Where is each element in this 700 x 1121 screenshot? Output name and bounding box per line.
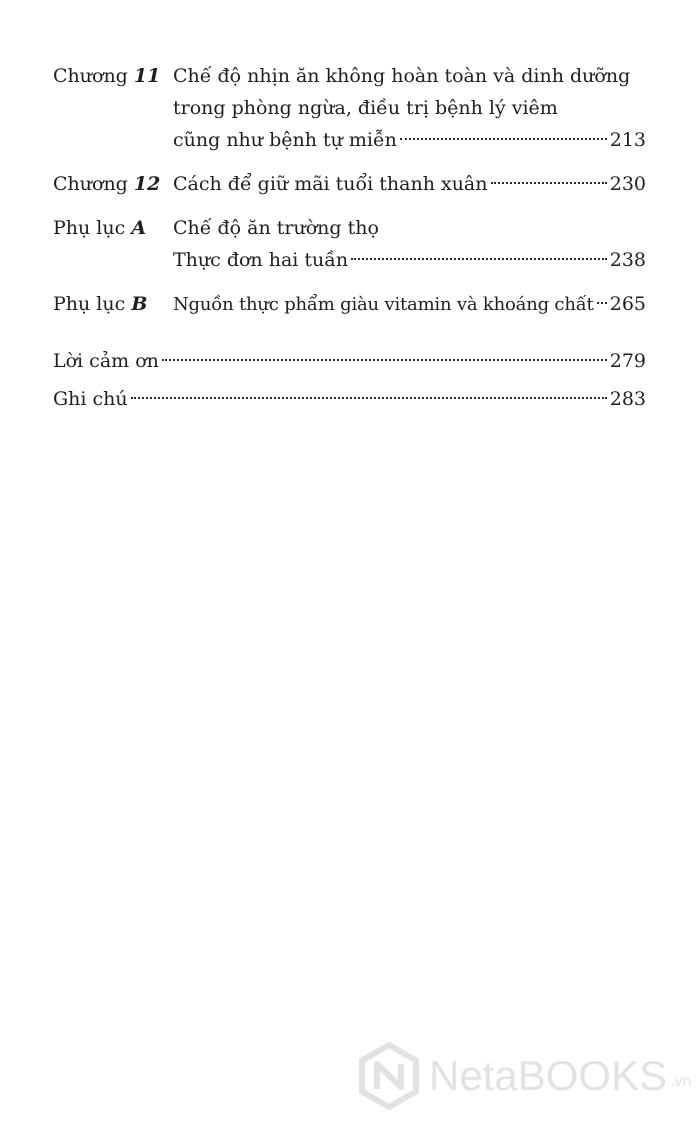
label-word: Chương — [53, 65, 128, 87]
title-text: Cách để giữ mãi tuổi thanh xuân — [173, 173, 488, 195]
netabooks-logo-icon — [355, 1042, 423, 1110]
page-number: 238 — [609, 249, 646, 271]
title-line-last — [173, 288, 646, 321]
title-text: Ghi chú — [53, 388, 128, 410]
entry-label — [53, 60, 173, 92]
watermark-suffix: .vn — [670, 1073, 692, 1090]
page-number: 265 — [609, 293, 646, 315]
dot-leader — [491, 182, 607, 184]
title-line-last — [173, 168, 646, 200]
title-text: trong phòng ngừa, điều trị bệnh lý viêm — [173, 97, 558, 119]
title-text: Thực đơn hai tuần — [173, 249, 349, 271]
entry-title — [173, 288, 646, 321]
label-word: Phụ lục — [53, 293, 126, 315]
toc-entry-acknowledgements[interactable] — [53, 345, 646, 377]
title-text: Chế độ ăn trường thọ — [173, 217, 379, 239]
entry-title — [173, 168, 646, 200]
table-of-contents — [53, 60, 646, 415]
label-word: Chương — [53, 173, 128, 195]
page-number: 213 — [609, 129, 646, 151]
title-line-last — [173, 244, 646, 276]
title-text: cũng như bệnh tự miễn — [173, 129, 397, 151]
entry-label — [53, 288, 173, 320]
entry-label — [53, 212, 173, 244]
netabooks-watermark — [355, 1038, 695, 1113]
title-line — [173, 92, 646, 124]
toc-entry-chapter-12[interactable] — [53, 168, 646, 200]
entry-title — [53, 345, 646, 377]
dot-leader — [162, 359, 607, 361]
entry-label — [53, 168, 173, 200]
entry-title — [173, 212, 646, 276]
title-line-last — [173, 124, 646, 156]
title-line-last — [53, 383, 646, 415]
dot-leader — [597, 302, 607, 304]
entry-title — [53, 383, 646, 415]
label-number: B — [131, 293, 148, 315]
watermark-brand: NetaBOOKS — [429, 1051, 668, 1099]
toc-entry-appendix-a[interactable] — [53, 212, 646, 276]
title-text: Chế độ nhịn ăn không hoàn toàn và dinh dưỡng — [173, 65, 631, 87]
title-line-last — [53, 345, 646, 377]
page-number: 230 — [609, 173, 646, 195]
dot-leader — [400, 138, 607, 140]
title-text: Lời cảm ơn — [53, 350, 159, 372]
title-line — [173, 212, 646, 244]
toc-entry-appendix-b[interactable] — [53, 288, 646, 321]
toc-entry-chapter-11[interactable] — [53, 60, 646, 156]
page-number: 279 — [609, 350, 646, 372]
dot-leader — [351, 258, 607, 260]
title-text: Nguồn thực phẩm giàu vitamin và khoáng chất — [173, 294, 594, 315]
label-number: 11 — [133, 65, 161, 87]
title-line — [173, 60, 646, 92]
page-number: 283 — [609, 388, 646, 410]
label-number: 12 — [133, 173, 161, 195]
dot-leader — [131, 397, 607, 399]
label-word: Phụ lục — [53, 217, 126, 239]
entry-title — [173, 60, 646, 156]
label-number: A — [131, 217, 147, 239]
toc-entry-notes[interactable] — [53, 383, 646, 415]
